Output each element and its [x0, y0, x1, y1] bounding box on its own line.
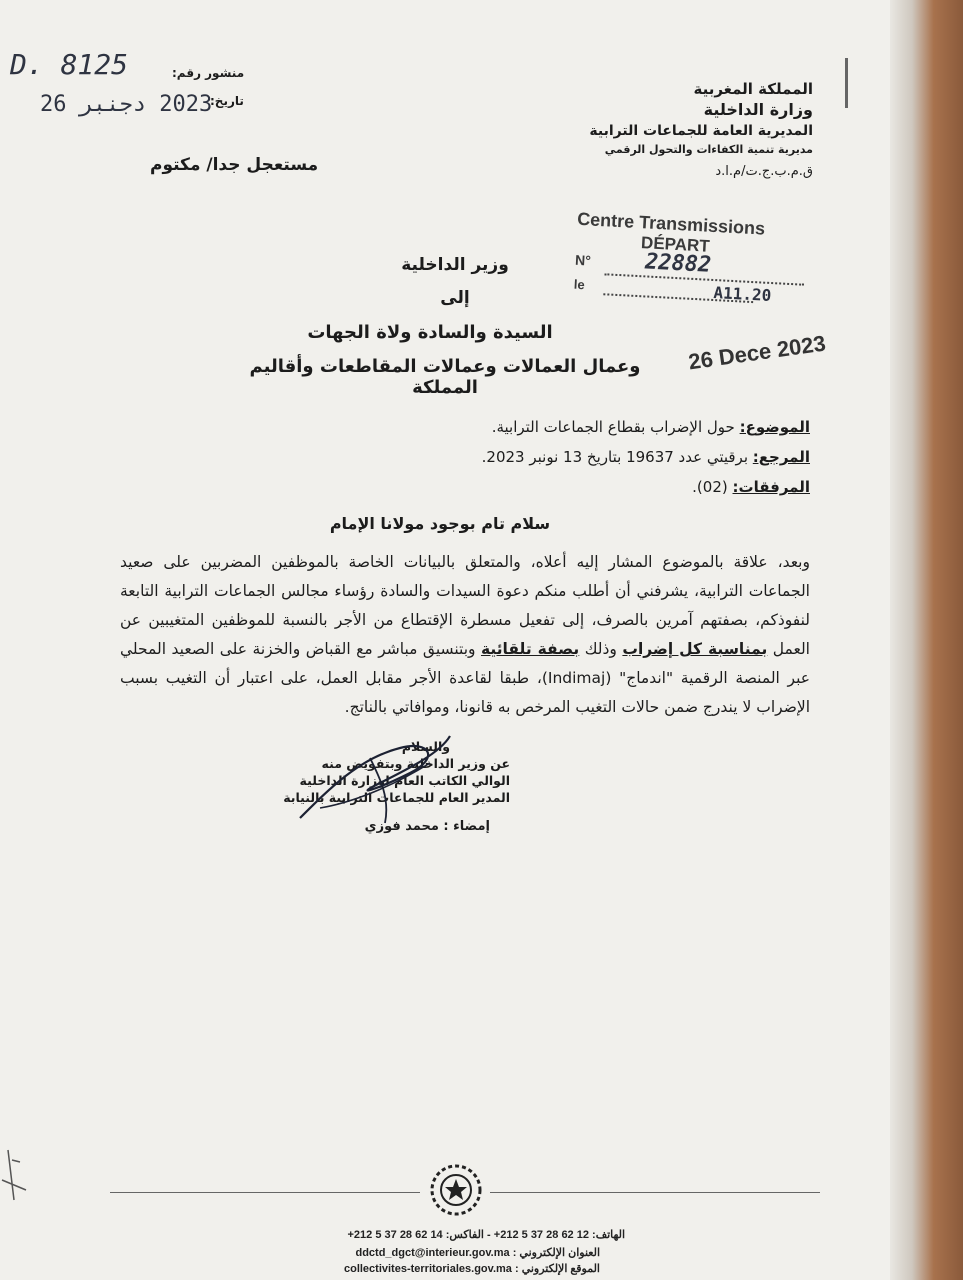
- body-paragraph: [120, 548, 810, 722]
- stamp-le-value: A11.20: [713, 283, 772, 306]
- body-underline-strike: بمناسبة كل إضراب: [622, 640, 768, 658]
- signature-name: إمضاء : محمد فوزي: [364, 819, 490, 834]
- stamp-number-label: N°: [574, 251, 592, 269]
- stamp-title: Centre Transmissions: [576, 208, 766, 239]
- letterhead-directorate: المديرية العامة للجماعات الترابية: [589, 123, 813, 139]
- subject-label: الموضوع:: [739, 418, 810, 436]
- body-underline-automatic: بصفة تلقائية: [480, 640, 580, 658]
- letterhead-kingdom: المملكة المغربية: [693, 80, 813, 98]
- reference-row: [210, 442, 810, 472]
- footer-line-right: [490, 1192, 820, 1193]
- recipients-governors: السيدة والسادة ولاة الجهات: [307, 322, 553, 343]
- signature-line2: الوالي الكاتب العام لوزارة الداخلية: [299, 773, 510, 788]
- binder-mark: [845, 58, 848, 108]
- footer-email-row: [300, 1246, 600, 1259]
- margin-pencil-mark: [0, 1140, 40, 1210]
- footer-email: ddctd_dgct@interieur.gov.ma: [355, 1247, 510, 1259]
- to-label: إلى: [440, 288, 470, 308]
- reference-label: المرجع:: [752, 448, 810, 466]
- subject-block: [210, 412, 810, 502]
- signature-line1: عن وزير الداخلية وبتفويض منه: [321, 756, 510, 771]
- attachments-row: [210, 472, 810, 502]
- footer-site-label: الموقع الإلكتروني :: [514, 1263, 600, 1275]
- table-surface: [890, 0, 963, 1280]
- footer-email-label: العنوان الإلكتروني :: [512, 1247, 600, 1259]
- sender-title: وزير الداخلية: [401, 255, 509, 275]
- transmission-stamp: [573, 209, 818, 321]
- stamp-le-label: le: [573, 276, 586, 293]
- letterhead-ministry: وزارة الداخلية: [703, 100, 813, 119]
- handwritten-signature: [290, 728, 460, 838]
- attachments-text: (02).: [692, 478, 728, 496]
- letterhead-sub-directorate: مديرية تنمية الكفاءات والتحول الرقمي: [604, 143, 813, 156]
- subject-row: [210, 412, 810, 442]
- handwritten-date: 2023 دجنبر 26: [40, 92, 213, 117]
- body-text-mid: وذلك: [584, 640, 617, 658]
- body-text-end: وبتنسيق مباشر مع القباض والخزنة على الصعيد المحلي عبر المنصة الرقمية "اندماج" (Indimaj)، طبقا لقاعدة الأجر مقابل العمل، على اعتبار أن التغيب بسبب الإضراب لا يندرج ضمن حالات التغيب المرخص به قانونا، وموافاتي بالناتج.: [120, 640, 811, 716]
- letterhead-code: ق.م.ب.ج.ت/م.ا.د: [715, 164, 813, 179]
- body-text-start: وبعد، علاقة بالموضوع المشار إليه أعلاه، والمتعلق بالبيانات الخاصة بالموظفين المضربين على صعيد الجماعات الترابية، يشرفني أن أطلب منكم دعوة السيدات والسادة رؤساء مجالس الجماعات الترابية التابعة لنفوذكم، بصفتهم آمرين بالصرف، إلى تفعيل مسطرة الإقتطاع من الأجر بالنسبة للموظفين المتغيبين عن العمل: [120, 553, 810, 658]
- greeting: سلام تام بوجود مولانا الإمام: [329, 514, 551, 533]
- footer-phone: الهاتف: 12 62 28 37 5 212+ - الفاكس: 14 62 28 37 5 212+: [347, 1229, 625, 1241]
- footer-site: collectivites-territoriales.gov.ma: [343, 1263, 512, 1275]
- stamp-depart: DÉPART: [640, 233, 711, 256]
- date-stamp: 26 Dece 2023: [686, 330, 828, 375]
- stamp-number-value: 22882: [644, 249, 712, 278]
- urgency-label: مستعجل جدا/ مكتوم: [150, 155, 319, 175]
- subject-text: حول الإضراب بقطاع الجماعات الترابية.: [491, 418, 735, 436]
- circular-number-label: منشور رقم:: [172, 66, 245, 80]
- attachments-label: المرفقات:: [732, 478, 810, 496]
- letterhead: [553, 80, 813, 179]
- signature-line3: المدير العام للجماعات الترابية بالنيابة: [283, 790, 510, 805]
- signature-closing: والسلام: [401, 739, 450, 754]
- footer-site-row: [300, 1262, 600, 1275]
- reference-text: برقيتي عدد 19637 بتاريخ 13 نونبر 2023.: [481, 448, 748, 466]
- date-label: تاريخ:: [210, 94, 244, 108]
- handwritten-doc-number: D. 8125: [10, 48, 129, 81]
- footer-line-left: [110, 1192, 420, 1193]
- recipients-prefects: وعمال العمالات وعمالات المقاطعات وأقاليم المملكة: [249, 356, 641, 398]
- royal-emblem-icon: [428, 1162, 484, 1218]
